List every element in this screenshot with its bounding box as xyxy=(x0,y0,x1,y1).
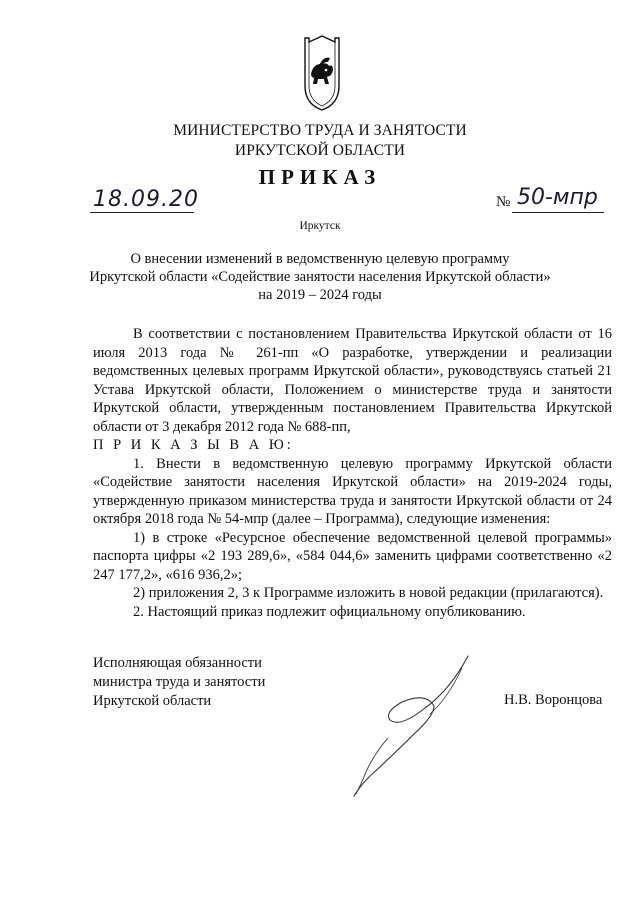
subject-line3: на 2019 – 2024 годы xyxy=(258,287,382,303)
number-underline xyxy=(512,212,604,213)
document-body xyxy=(93,325,612,621)
date-underline xyxy=(90,212,194,213)
signer-title-line1: Исполняющая обязанности xyxy=(93,655,262,671)
order-keyword: П Р И К А З Ы В А Ю: xyxy=(93,437,294,453)
handwritten-date: 18.09.20 xyxy=(93,187,199,212)
ministry-name-line2: ИРКУТСКОЙ ОБЛАСТИ xyxy=(234,142,406,159)
signer-title-line2: министра труда и занятости xyxy=(93,674,266,690)
handwritten-signature xyxy=(330,650,500,800)
subject-line1: О внесении изменений в ведомственную целевую программу xyxy=(130,251,510,267)
signer-name: Н.В. Воронцова xyxy=(504,692,603,708)
signer-title-block xyxy=(93,654,265,711)
handwritten-number: 50-мпр xyxy=(517,185,598,210)
document-type-title: ПРИКАЗ xyxy=(258,165,382,189)
order-item-1-2: 2) приложения 2, 3 к Программе изложить в новой редакции (прилагаются). xyxy=(133,585,604,601)
city-name: Иркутск xyxy=(299,220,341,232)
order-item-1: 1. Внести в ведомственную целевую программу Иркутской области «Содействие занятости населения Иркутской области» на 2019-2024 годы, утвержденную приказом министерства труда и занятости Иркутской области от 24 октября 2018 года № 54-мпр (далее – Программа), следующие изменения: xyxy=(93,455,612,527)
preamble-paragraph: В соответствии с постановлением Правительства Иркутской области от 16 июля 2013 года № 261-пп «О разработке, утверждении и реализации ведомственных целевых программ Иркутской области», руководствуясь статьей 21 Устава Иркутской области, Положением о министерстве труда и занятости Иркутской области, утвержденным постановлением Правительства Иркутской области от 3 декабря 2012 года № 688-пп, xyxy=(93,326,612,435)
number-label: № xyxy=(496,194,511,210)
subject-line2: Иркутской области «Содействие занятости населения Иркутской области» xyxy=(89,269,551,285)
signer-title-line3: Иркутской области xyxy=(93,693,212,709)
ministry-name-line1: МИНИСТЕРСТВО ТРУДА И ЗАНЯТОСТИ xyxy=(173,122,467,139)
order-item-1-1: 1) в строке «Ресурсное обеспечение ведомственной целевой программы» паспорта цифры «2 193 289,6», «584 044,6» заменить цифрами соответственно «2 247 177,2», «616 936,2»; xyxy=(93,529,612,583)
order-item-2: 2. Настоящий приказ подлежит официальному опубликованию. xyxy=(133,603,526,620)
coat-of-arms-icon xyxy=(299,34,345,112)
